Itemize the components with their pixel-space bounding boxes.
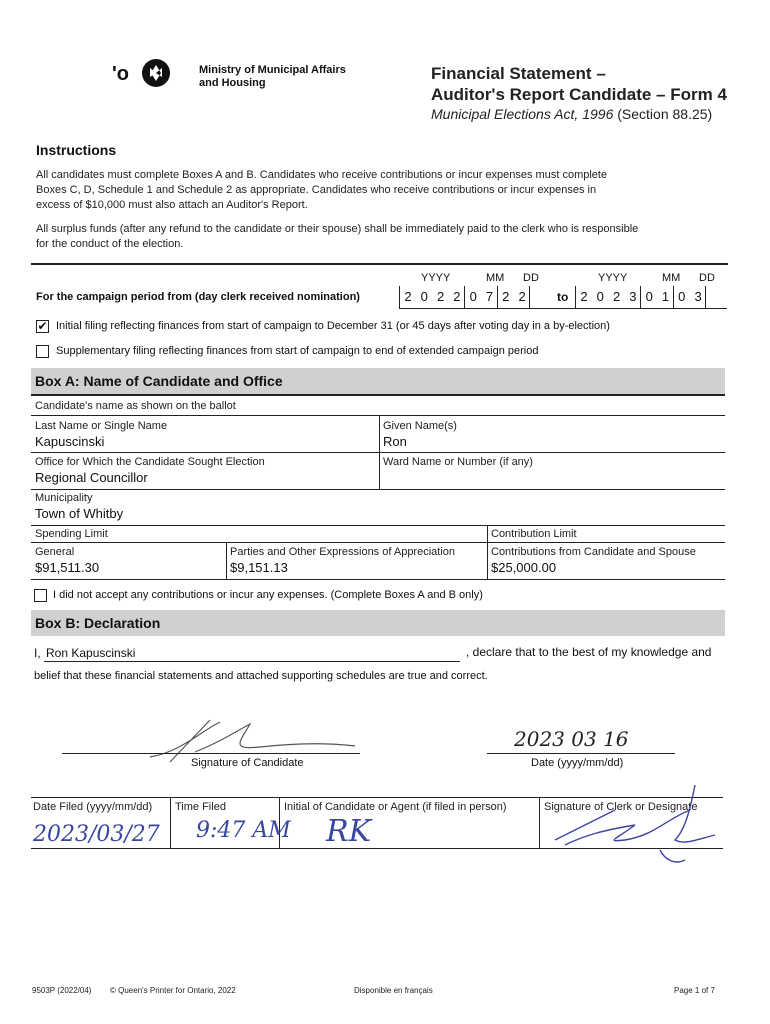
municipality-label: Municipality: [35, 492, 93, 504]
period-digit: 2: [404, 289, 412, 304]
instr-line: for the conduct of the election.: [36, 238, 184, 250]
initial-label: Initial of Candidate or Agent (if filed in person): [284, 801, 507, 813]
page-number: Page 1 of 7: [674, 986, 715, 995]
supplementary-filing-label: Supplementary filing reflecting finances from start of campaign to end of extended campaign period: [56, 345, 539, 357]
time-filed-field[interactable]: 9:47 AM: [196, 818, 291, 843]
ward-label: Ward Name or Number (if any): [383, 456, 533, 468]
digit-separator: [399, 286, 400, 308]
divider: [170, 797, 171, 848]
period-digit: 2: [612, 289, 621, 304]
digit-separator: [575, 286, 576, 308]
digit-separator: [640, 286, 641, 308]
date-line: [487, 753, 675, 754]
contributions-label: Contributions from Candidate and Spouse: [491, 546, 696, 558]
declaration-date-field[interactable]: 2023 03 16: [514, 727, 629, 751]
form-title-line-1: Financial Statement –: [431, 64, 606, 83]
clerk-signature-label: Signature of Clerk or Designate: [544, 801, 698, 813]
spending-limit-label: Spending Limit: [35, 528, 108, 540]
form-act: [431, 106, 712, 122]
instr-line: Boxes C, D, Schedule 1 and Schedule 2 as appropriate. Candidates who receive contributions or incur expenses in: [36, 184, 597, 196]
instructions-heading: Instructions: [36, 142, 117, 158]
mm-label-from: MM: [486, 272, 505, 284]
municipality-field[interactable]: Town of Whitby: [35, 506, 124, 521]
divider: [31, 263, 728, 265]
instr-line: All candidates must complete Boxes A and B. Candidates who receive contributions or incur expenses must complete: [36, 169, 608, 181]
parties-field[interactable]: $9,151.13: [230, 560, 288, 575]
given-name-field[interactable]: Ron: [383, 434, 407, 449]
period-digit: 0: [596, 289, 604, 304]
period-to-label: to: [557, 290, 569, 304]
digit-separator: [705, 286, 706, 308]
period-digit: 0: [420, 289, 428, 304]
copyright: © Queen's Printer for Ontario, 2022: [110, 986, 236, 995]
divider: [487, 525, 488, 579]
general-field[interactable]: $91,511.30: [35, 560, 100, 575]
divider: [31, 525, 725, 526]
period-digit: 1: [661, 289, 670, 304]
box-b-heading: Box B: Declaration: [31, 610, 725, 636]
ministry-line-1: Ministry of Municipal Affairs: [199, 64, 346, 76]
period-digit: 2: [436, 289, 445, 304]
declarant-underline: [44, 661, 460, 662]
divider: [31, 542, 725, 543]
parties-label: Parties and Other Expressions of Appreciation: [230, 546, 456, 558]
box-a-heading: Box A: Name of Candidate and Office: [31, 368, 725, 394]
office-field[interactable]: Regional Councillor: [35, 470, 148, 485]
last-name-field[interactable]: Kapuscinski: [35, 434, 105, 449]
signature-line: [62, 753, 360, 754]
trillium-icon: [142, 59, 170, 87]
contributions-field[interactable]: $25,000.00: [491, 560, 557, 575]
act-section: (Section 88.25): [617, 106, 713, 122]
period-label: For the campaign period from (day clerk received nomination): [36, 291, 360, 303]
period-digit: 0: [645, 289, 653, 304]
divider: [31, 452, 725, 453]
ballot-name-label: Candidate's name as shown on the ballot: [35, 400, 236, 412]
declaration-text: , declare that to the best of my knowledge and: [466, 645, 712, 659]
period-digit: 2: [518, 289, 526, 304]
contribution-limit-label: Contribution Limit: [491, 528, 577, 540]
date-filed-label: Date Filed (yyyy/mm/dd): [33, 801, 153, 813]
form-number: 9503P (2022/04): [32, 986, 92, 995]
initial-filing-checkbox[interactable]: [36, 320, 49, 333]
dd-label-from: DD: [523, 272, 539, 284]
digit-separator: [497, 286, 498, 308]
initial-field[interactable]: RK: [326, 814, 371, 849]
period-digit: 2: [453, 289, 461, 304]
no-contributions-label: I did not accept any contributions or incur any expenses. (Complete Boxes A and B only): [53, 589, 483, 601]
mm-label-to: MM: [662, 272, 681, 284]
instr-line: All surplus funds (after any refund to the candidate or their spouse) shall be immediately paid to the clerk who is responsible: [36, 223, 639, 235]
initial-filing-label: Initial filing reflecting finances from start of campaign to December 31 (or 45 days after voting day in a by-election): [56, 320, 610, 332]
yyyy-label-from: YYYY: [421, 272, 451, 284]
digit-separator: [673, 286, 674, 308]
divider: [31, 489, 725, 490]
time-filed-label: Time Filed: [175, 801, 226, 813]
divider: [31, 415, 725, 416]
divider: [31, 394, 725, 396]
dd-label-to: DD: [699, 272, 715, 284]
act-name: Municipal Elections Act, 1996: [431, 106, 614, 122]
last-name-label: Last Name or Single Name: [35, 420, 168, 432]
instructions-para-1: [36, 168, 607, 213]
yyyy-label-to: YYYY: [598, 272, 628, 284]
form-title-line-2: Auditor's Report Candidate – Form 4: [431, 85, 727, 104]
declaration-i: I,: [34, 646, 41, 660]
check-icon: ✔: [37, 319, 48, 333]
period-digit: 7: [485, 289, 494, 304]
supplementary-filing-checkbox[interactable]: [36, 345, 49, 358]
digit-separator: [464, 286, 465, 308]
signature-label: Signature of Candidate: [191, 757, 304, 769]
period-digit: 2: [502, 289, 510, 304]
divider: [31, 579, 725, 580]
no-contributions-checkbox[interactable]: [34, 589, 47, 602]
instr-line: excess of $10,000 must also attach an Auditor's Report.: [36, 199, 308, 211]
declarant-name-field[interactable]: Ron Kapuscinski: [46, 646, 136, 660]
period-digit: 2: [580, 289, 588, 304]
french-link[interactable]: Disponible en français: [354, 986, 433, 995]
office-label: Office for Which the Candidate Sought Election: [35, 456, 265, 468]
ministry-name: [199, 64, 346, 90]
ministry-line-2: and Housing: [199, 77, 266, 89]
period-digit: 0: [678, 289, 686, 304]
period-digit: 0: [469, 289, 477, 304]
given-name-label: Given Name(s): [383, 420, 457, 432]
date-filed-field[interactable]: 2023/03/27: [33, 822, 160, 847]
period-digit: 3: [629, 289, 637, 304]
divider: [539, 797, 540, 848]
digit-separator: [529, 286, 530, 308]
date-label: Date (yyyy/mm/dd): [531, 757, 624, 769]
period-digit: 3: [694, 289, 702, 304]
general-label: General: [35, 546, 75, 558]
ontario-wordmark-icon: 'o: [112, 63, 129, 85]
divider: [399, 308, 727, 309]
belief-text: belief that these financial statements and attached supporting schedules are true and correct.: [34, 670, 488, 682]
instructions-para-2: [36, 222, 638, 252]
divider: [226, 542, 227, 579]
clerk-signature: [545, 780, 725, 870]
